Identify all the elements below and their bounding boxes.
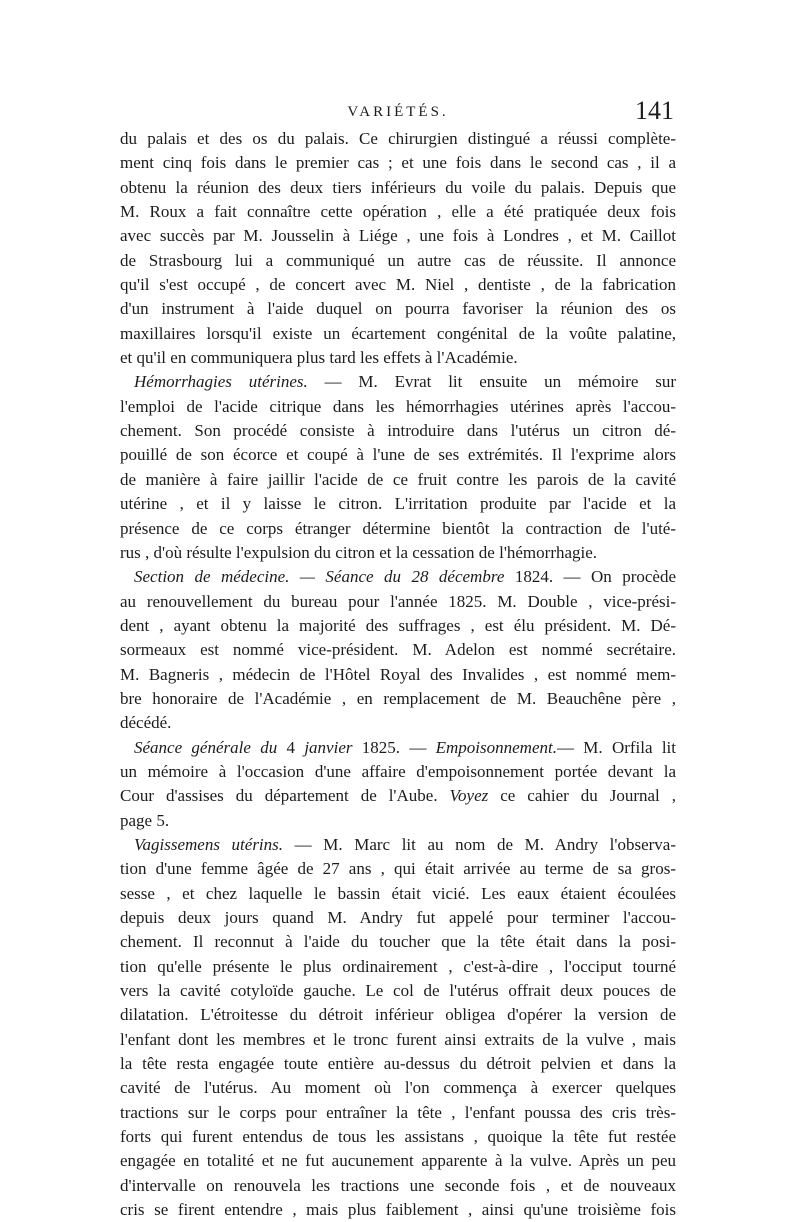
text-line bbox=[120, 736, 676, 760]
body-text bbox=[120, 127, 676, 1222]
text-run: d'intervalle on renouvela les tractions une seconde fois , et de nouveaux bbox=[120, 1175, 676, 1195]
text-line bbox=[120, 663, 676, 687]
text-line bbox=[120, 760, 676, 784]
text-run: dent , ayant obtenu la majorité des suffrages , est élu président. M. Dé- bbox=[120, 615, 676, 635]
text-run: et qu'il en communiquera plus tard les effets à l'Académie. bbox=[120, 348, 518, 368]
page-header bbox=[118, 98, 678, 128]
text-run: sesse , et chez laquelle le bassin était vicié. Les eaux étaient écoulées bbox=[120, 883, 676, 903]
text-line bbox=[120, 1174, 676, 1198]
text-run: dilatation. L'étroitesse du détroit inférieur obligea d'opérer la version de bbox=[120, 1005, 676, 1025]
text-run: — M. Marc lit au nom de M. Andry l'observa- bbox=[283, 834, 676, 854]
text-run: l'enfant dont les membres et le tronc furent ainsi extraits de la vulve , mais bbox=[120, 1029, 676, 1049]
text-run: M. Bagneris , médecin de l'Hôtel Royal des Invalides , est nommé mem- bbox=[120, 664, 676, 684]
text-line bbox=[120, 419, 676, 443]
text-run: de Strasbourg lui a communiqué un autre cas de réussite. Il annonce bbox=[120, 250, 676, 270]
text-run: 1824. — On procède bbox=[504, 567, 676, 587]
text-run: chement. Il reconnut à l'aide du toucher que la tête était dans la posi- bbox=[120, 932, 676, 952]
text-line bbox=[120, 833, 676, 857]
page-number: 141 bbox=[635, 96, 674, 125]
text-line bbox=[120, 784, 676, 808]
text-line bbox=[120, 1198, 676, 1222]
text-line bbox=[120, 1028, 676, 1052]
text-run: ment cinq fois dans le premier cas ; et une fois dans le second cas , il a bbox=[120, 153, 676, 173]
text-line bbox=[120, 468, 676, 492]
text-run: cris se firent entendre , mais plus faiblement , ainsi qu'une troisième fois bbox=[120, 1200, 676, 1220]
text-line bbox=[120, 443, 676, 467]
text-run: maxillaires lorsqu'il existe un écartement congénital de la voûte palatine, bbox=[120, 323, 676, 343]
text-line bbox=[120, 200, 676, 224]
text-line bbox=[120, 395, 676, 419]
text-line bbox=[120, 1149, 676, 1173]
text-line bbox=[120, 1003, 676, 1027]
text-run: 4 bbox=[277, 737, 305, 757]
text-run: — M. Evrat lit ensuite un mémoire sur bbox=[307, 372, 676, 392]
running-head: VARIÉTÉS. bbox=[347, 104, 449, 120]
italic-text-run: Empoisonnement. bbox=[435, 737, 557, 757]
text-line bbox=[120, 882, 676, 906]
text-line bbox=[120, 541, 676, 565]
text-run: vers la cavité cotyloïde gauche. Le col de l'utérus offrait deux pouces de bbox=[120, 981, 676, 1001]
text-run: 1825. — bbox=[352, 737, 436, 757]
text-line bbox=[120, 370, 676, 394]
text-line bbox=[120, 151, 676, 175]
text-line bbox=[120, 224, 676, 248]
italic-text-run: Séance générale du bbox=[134, 737, 278, 757]
text-run: M. Roux a fait connaître cette opération , elle a été pratiquée deux fois bbox=[120, 202, 676, 222]
text-line bbox=[120, 638, 676, 662]
text-run: utérine , et il y laisse le citron. L'irritation produite par l'acide et la bbox=[120, 494, 676, 514]
text-run: cavité de l'utérus. Au moment où l'on commença à exercer quelques bbox=[120, 1078, 676, 1098]
text-line bbox=[120, 955, 676, 979]
text-line bbox=[120, 590, 676, 614]
text-line bbox=[120, 249, 676, 273]
text-run: pouillé de son écorce et coupé à l'une de ses extrémités. Il l'exprime alors bbox=[120, 445, 676, 465]
text-run: un mémoire à l'occasion d'une affaire d'empoisonnement portée devant la bbox=[120, 761, 676, 781]
text-run: rus , d'où résulte l'expulsion du citron et la cessation de l'hémorrhagie. bbox=[120, 542, 598, 562]
text-line bbox=[120, 1052, 676, 1076]
text-run: avec succès par M. Jousselin à Liége , une fois à Londres , et M. Caillot bbox=[120, 226, 676, 246]
text-line bbox=[120, 687, 676, 711]
text-line bbox=[120, 930, 676, 954]
text-run: bre honoraire de l'Académie , en remplacement de M. Beauchêne père , bbox=[120, 688, 676, 708]
text-line bbox=[120, 346, 676, 370]
text-run: qu'il s'est occupé , de concert avec M. Niel , dentiste , de la fabrication bbox=[120, 275, 676, 295]
text-run: sormeaux est nommé vice-président. M. Adelon est nommé secrétaire. bbox=[120, 640, 676, 660]
italic-text-run: Vagissemens utérins. bbox=[134, 834, 284, 854]
text-run: du palais et des os du palais. Ce chirurgien distingué a réussi complète- bbox=[120, 129, 676, 148]
text-line bbox=[120, 1076, 676, 1100]
text-line bbox=[120, 809, 676, 833]
text-line bbox=[120, 565, 676, 589]
text-run: décédé. bbox=[120, 713, 172, 733]
text-line bbox=[120, 1101, 676, 1125]
italic-text-run: Section de médecine. — Séance du 28 décembre bbox=[134, 567, 505, 587]
text-line bbox=[120, 176, 676, 200]
text-line bbox=[120, 979, 676, 1003]
text-run: l'emploi de l'acide citrique dans les hémorrhagies utérines après l'accou- bbox=[120, 396, 676, 416]
text-line bbox=[120, 127, 676, 151]
text-run: au renouvellement du bureau pour l'année 1825. M. Double , vice-prési- bbox=[120, 591, 676, 611]
text-line bbox=[120, 273, 676, 297]
text-run: obtenu la réunion des deux tiers inférieurs du voile du palais. Depuis que bbox=[120, 177, 676, 197]
text-run: présence de ce corps étranger détermine bientôt la contraction de l'uté- bbox=[120, 518, 676, 538]
text-run: Cour d'assises du département de l'Aube. bbox=[120, 786, 450, 806]
text-line bbox=[120, 614, 676, 638]
text-line bbox=[120, 711, 676, 735]
text-line bbox=[120, 857, 676, 881]
text-run: engagée en totalité et ne fut aucunement apparente à la vulve. Après un peu bbox=[120, 1151, 676, 1171]
text-line bbox=[120, 297, 676, 321]
text-line bbox=[120, 1125, 676, 1149]
text-line bbox=[120, 517, 676, 541]
text-run: — M. Orfila lit bbox=[556, 737, 676, 757]
text-line bbox=[120, 322, 676, 346]
italic-text-run: Hémorrhagies utérines. bbox=[134, 372, 308, 392]
text-run: d'un instrument à l'aide duquel on pourra favoriser la réunion des os bbox=[120, 299, 676, 319]
text-run: tion d'une femme âgée de 27 ans , qui était arrivée au terme de sa gros- bbox=[120, 859, 676, 879]
text-run: ce cahier du Journal , bbox=[488, 786, 676, 806]
text-line bbox=[120, 906, 676, 930]
text-run: la tête resta engagée toute entière au-dessus du détroit pelvien et dans la bbox=[120, 1054, 676, 1074]
text-run: page 5. bbox=[120, 810, 170, 830]
text-run: tractions sur le corps pour entraîner la tête , l'enfant poussa des cris très- bbox=[120, 1102, 676, 1122]
text-run: de manière à faire jaillir l'acide de ce fruit contre les parois de la cavité bbox=[120, 469, 676, 489]
text-line bbox=[120, 492, 676, 516]
text-run: forts qui furent entendus de tous les assistans , quoique la tête fut restée bbox=[120, 1127, 676, 1147]
text-run: depuis deux jours quand M. Andry fut appelé pour terminer l'accou- bbox=[120, 908, 676, 927]
text-run: chement. Son procédé consiste à introduire dans l'utérus un citron dé- bbox=[120, 421, 676, 441]
italic-text-run: janvier bbox=[304, 737, 353, 757]
text-run: tion qu'elle présente le plus ordinairement , c'est-à-dire , l'occiput tourné bbox=[120, 956, 676, 976]
italic-text-run: Voyez bbox=[449, 786, 489, 806]
